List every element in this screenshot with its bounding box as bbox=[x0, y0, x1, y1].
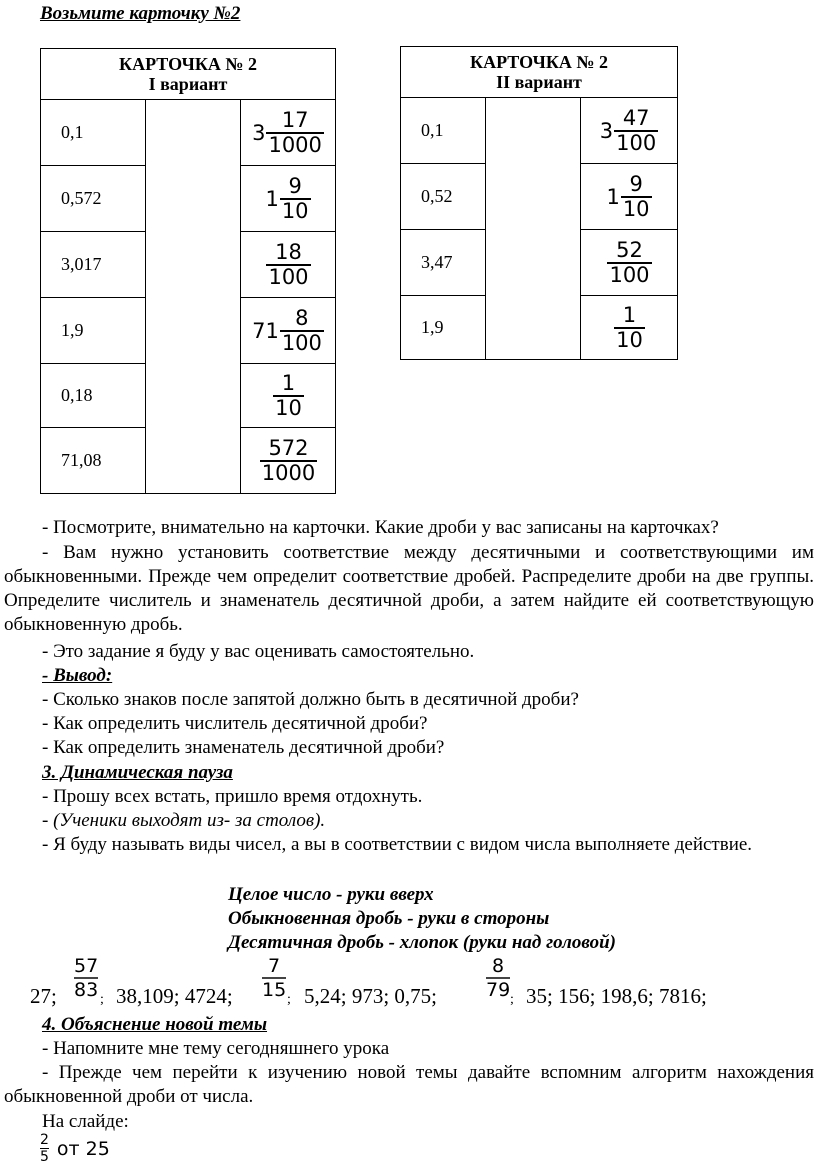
card-2-fraction: 3 $\frac{47}{100}$ bbox=[581, 98, 678, 164]
question-cards: - Посмотрите, внимательно на карточки. Какие дроби у вас записаны на карточках? bbox=[42, 517, 719, 538]
card-1-decimal: 71,08 bbox=[41, 428, 146, 494]
seq-number: 38,109; 4724; bbox=[116, 984, 233, 1008]
slide-label: На слайде: bbox=[42, 1111, 129, 1132]
card-1-decimal: 3,017 bbox=[41, 232, 146, 298]
card-2-title: КАРТОЧКА № 2 bbox=[470, 52, 608, 72]
seq-number: 27; bbox=[30, 984, 57, 1008]
card-1-header bbox=[41, 49, 336, 100]
conclusion-question-3: - Как определить знаменатель десятичной дроби? bbox=[42, 737, 445, 758]
card-1-decimal: 0,1 bbox=[41, 100, 146, 166]
intro-heading: Возьмите карточку №2 bbox=[40, 3, 241, 24]
seq-separator: ; bbox=[100, 992, 104, 1007]
seq-number: 5,24; 973; 0,75; bbox=[304, 984, 438, 1008]
conclusion-heading: - Вывод: bbox=[42, 665, 113, 686]
rule-integer: Целое число - руки вверх bbox=[228, 884, 434, 905]
question-matching: - Вам нужно установить соответствие между десятичными и соответствующими им обыкновенными. Прежде чем определит соответствие дробей. Распределите дроби на две группы. Определите числитель и знаменатель десятичной дроби, а затем найдите ей соответствующую обыкновенную дробь. bbox=[4, 542, 814, 635]
pause-line-3: - Я буду называть виды чисел, а вы в соответствии с видом числа выполняете действие. bbox=[42, 834, 753, 855]
card-1-title: КАРТОЧКА № 2 bbox=[119, 54, 257, 74]
card-2-header bbox=[401, 47, 678, 98]
card-1-decimal: 0,572 bbox=[41, 166, 146, 232]
card-2-fraction: $\frac{1}{10}$ bbox=[581, 296, 678, 360]
card-1-decimal: 1,9 bbox=[41, 298, 146, 364]
slide-fraction: 2 5 bbox=[40, 1132, 49, 1165]
seq-separator: ; bbox=[510, 992, 514, 1007]
conclusion-question-2: - Как определить числитель десятичной дроби? bbox=[42, 713, 428, 734]
conclusion-question-1: - Сколько знаков после запятой должно быть в десятичной дроби? bbox=[42, 689, 579, 710]
card-2-decimal: 0,52 bbox=[401, 164, 486, 230]
section-3-heading: 3. Динамическая пауза bbox=[42, 762, 233, 783]
card-variant-1 bbox=[40, 48, 336, 494]
section-4-heading: 4. Объяснение новой темы bbox=[42, 1014, 268, 1035]
slide-expression bbox=[40, 1132, 110, 1165]
rule-common-fraction: Обыкновенная дробь - руки в стороны bbox=[228, 908, 550, 929]
card-1-fraction: $\frac{18}{100}$ bbox=[241, 232, 336, 298]
seq-number: 35; 156; 198,6; 7816; bbox=[526, 984, 707, 1008]
card-1-fraction: 71 $\frac{8}{100}$ bbox=[241, 298, 336, 364]
card-1-blank-column bbox=[146, 100, 241, 494]
card-1-variant: I вариант bbox=[148, 74, 228, 94]
card-2-variant: II вариант bbox=[496, 72, 582, 92]
card-1-fraction: 3 $\frac{17}{1000}$ bbox=[241, 100, 336, 166]
card-2-decimal: 1,9 bbox=[401, 296, 486, 360]
seq-fraction: 8 79 bbox=[486, 955, 511, 1001]
seq-fraction: 7 15 bbox=[262, 955, 287, 1001]
seq-fraction: 57 83 bbox=[74, 955, 99, 1001]
pause-line-2: - (Ученики выходят из- за столов). bbox=[42, 810, 326, 831]
question-self-check: - Это задание я буду у вас оценивать самостоятельно. bbox=[42, 641, 475, 662]
card-1-decimal: 0,18 bbox=[41, 364, 146, 428]
rule-decimal-fraction: Десятичная дробь - хлопок (руки над головой) bbox=[228, 932, 617, 953]
slide-expression-text: от 25 bbox=[56, 1137, 110, 1160]
seq-separator: ; bbox=[287, 992, 291, 1007]
card-1-fraction: 1 $\frac{9}{10}$ bbox=[241, 166, 336, 232]
card-variant-2 bbox=[400, 46, 678, 360]
card-2-fraction: $\frac{52}{100}$ bbox=[581, 230, 678, 296]
pause-line-1: - Прошу всех встать, пришло время отдохнуть. bbox=[42, 786, 423, 807]
card-1-fraction: $\frac{1}{10}$ bbox=[241, 364, 336, 428]
card-1-fraction: $\frac{572}{1000}$ bbox=[241, 428, 336, 494]
explain-line-1: - Напомните мне тему сегодняшнего урока bbox=[42, 1038, 390, 1059]
card-2-blank-column bbox=[486, 98, 581, 360]
explain-line-2: - Прежде чем перейти к изучению новой темы давайте вспомним алгоритм нахождения обыкновенной дроби от числа. bbox=[4, 1062, 814, 1107]
card-2-decimal: 3,47 bbox=[401, 230, 486, 296]
card-2-decimal: 0,1 bbox=[401, 98, 486, 164]
card-2-fraction: 1 $\frac{9}{10}$ bbox=[581, 164, 678, 230]
